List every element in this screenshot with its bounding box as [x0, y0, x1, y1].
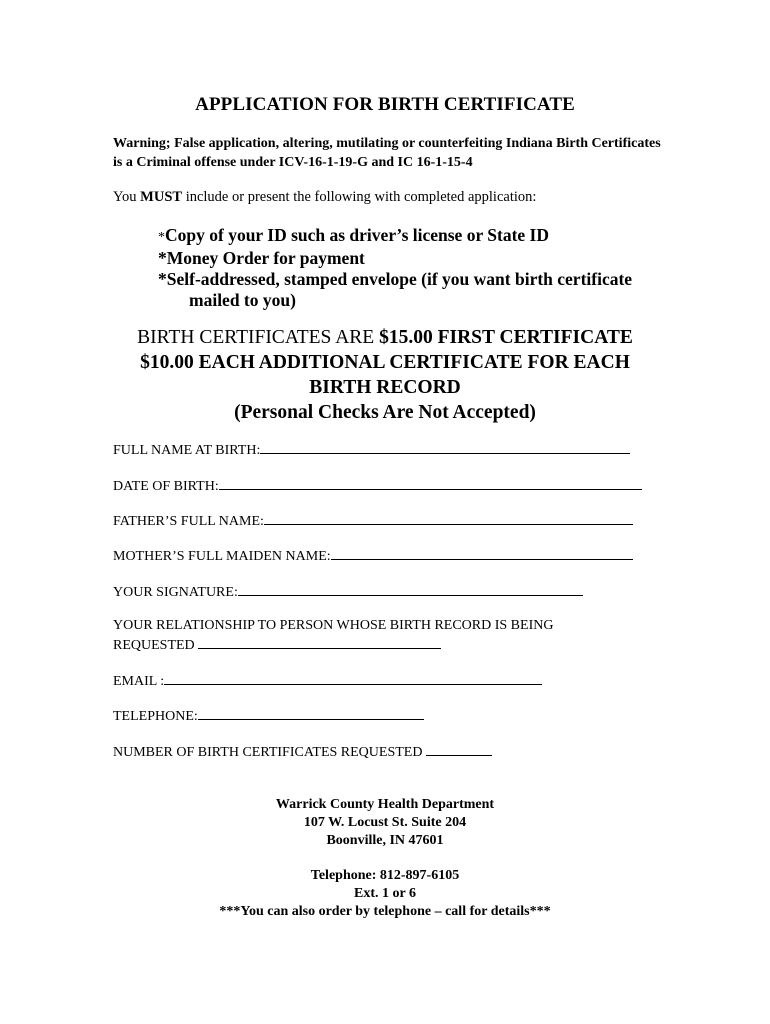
- signature-field[interactable]: [113, 582, 583, 602]
- pricing-line-3: BIRTH RECORD: [309, 377, 461, 398]
- telephone-field[interactable]: [113, 706, 424, 726]
- date-of-birth-input-line[interactable]: [219, 476, 642, 490]
- department-city: Boonville, IN 47601: [326, 833, 444, 848]
- requirement-id-text: Copy of your ID such as driver’s license or State ID: [165, 225, 550, 245]
- relationship-label-line-2: REQUESTED: [113, 638, 195, 653]
- department-phone-ext: Ext. 1 or 6: [354, 886, 416, 901]
- pricing-line-1: [90, 325, 680, 350]
- additional-certificate-price: $10.00 EACH ADDITIONAL CERTIFICATE FOR EACH: [140, 352, 630, 373]
- relationship-label-line-1: YOUR RELATIONSHIP TO PERSON WHOSE BIRTH RECORD IS BEING: [113, 618, 554, 633]
- bullet-star: *: [158, 230, 165, 245]
- department-name: Warrick County Health Department: [275, 797, 495, 812]
- mother-maiden-name-field[interactable]: [113, 546, 633, 566]
- no-personal-checks-note: (Personal Checks Are Not Accepted): [234, 402, 536, 423]
- department-phone: Telephone: 812-897-6105: [310, 868, 460, 883]
- mother-maiden-name-label: MOTHER’S FULL MAIDEN NAME:: [113, 549, 331, 564]
- email-input-line[interactable]: [164, 671, 542, 685]
- requirement-envelope: *Self-addressed, stamped envelope (if you want birth certificate: [158, 269, 633, 289]
- father-name-label: FATHER’S FULL NAME:: [113, 514, 264, 529]
- certificate-count-input-line[interactable]: [426, 742, 492, 756]
- required-items-list: [158, 225, 678, 311]
- pricing-line-1-normal: BIRTH CERTIFICATES ARE: [137, 327, 380, 348]
- mother-maiden-name-input-line[interactable]: [331, 546, 633, 560]
- footer-spacer: [0, 850, 770, 867]
- certificate-count-label: NUMBER OF BIRTH CERTIFICATES REQUESTED: [113, 745, 423, 760]
- relationship-field[interactable]: [113, 635, 441, 655]
- first-certificate-price: $15.00 FIRST CERTIFICATE: [379, 327, 633, 348]
- certificate-count-field[interactable]: [113, 742, 492, 762]
- required-items-intro: [113, 189, 536, 206]
- requirement-money-order: *Money Order for payment: [158, 248, 365, 268]
- full-name-input-line[interactable]: [260, 440, 630, 454]
- must-emphasis: MUST: [140, 189, 183, 205]
- email-label: EMAIL :: [113, 674, 165, 689]
- telephone-order-note: ***You can also order by telephone – call for details***: [219, 904, 551, 919]
- date-of-birth-label: DATE OF BIRTH:: [113, 479, 219, 494]
- page-title: APPLICATION FOR BIRTH CERTIFICATE: [195, 94, 575, 115]
- legal-warning: Warning; False application, altering, mutilating or counterfeiting Indiana Birth Certificates is a Criminal offense under ICV-16-1-19-G and IC 16-1-15-4: [113, 136, 661, 170]
- father-name-input-line[interactable]: [264, 511, 633, 525]
- requirement-id: [158, 225, 678, 248]
- must-intro-before: You: [113, 189, 141, 205]
- father-name-field[interactable]: [113, 511, 633, 531]
- email-field[interactable]: [113, 671, 542, 691]
- full-name-field[interactable]: [113, 440, 630, 460]
- telephone-input-line[interactable]: [198, 706, 424, 720]
- signature-input-line[interactable]: [238, 582, 583, 596]
- department-contact-block: [0, 796, 770, 921]
- signature-label: YOUR SIGNATURE:: [113, 585, 238, 600]
- full-name-label: FULL NAME AT BIRTH:: [113, 443, 261, 458]
- relationship-input-line[interactable]: [198, 635, 441, 649]
- pricing-notice: [90, 325, 680, 425]
- must-intro-after: include or present the following with completed application:: [182, 189, 537, 205]
- date-of-birth-field[interactable]: [113, 476, 642, 496]
- telephone-label: TELEPHONE:: [113, 709, 198, 724]
- department-street: 107 W. Locust St. Suite 204: [303, 815, 467, 830]
- requirement-envelope-continued: mailed to you): [189, 290, 296, 310]
